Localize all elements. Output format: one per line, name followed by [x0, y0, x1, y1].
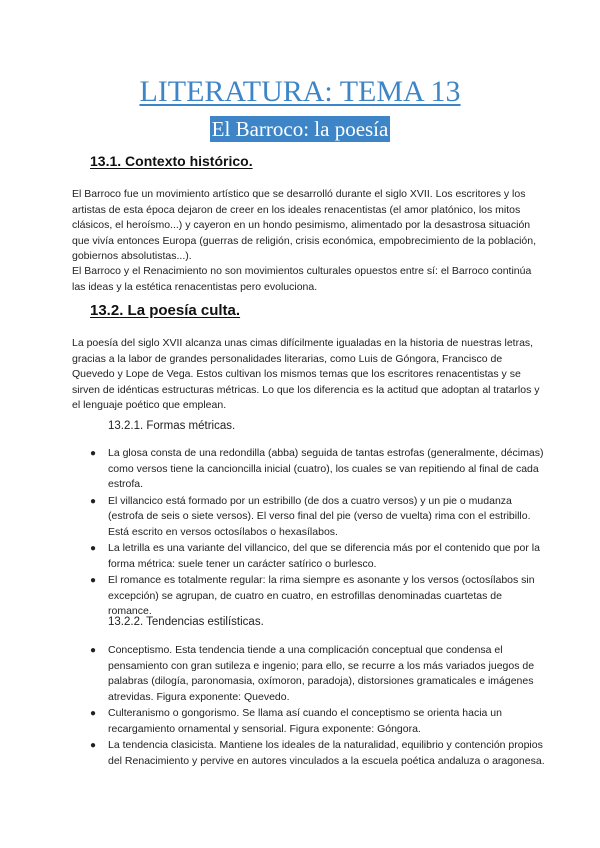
section-context-paragraph-2: El Barroco y el Renacimiento no son movimientos culturales opuestos entre sí: el Barroco continúa las ideas y la estética renacentistas pero evoluciona.: [72, 265, 532, 293]
list-item: [90, 643, 546, 705]
list-item: [90, 738, 546, 769]
list-item-text: La letrilla es una variante del villancico, del que se diferencia más por el contenido que por la forma métrica: suele tener un carácter satírico o burlesco.: [108, 542, 540, 570]
list-item: [90, 494, 546, 541]
bullet-icon: ●: [90, 708, 97, 719]
bullet-icon: ●: [90, 543, 97, 554]
section-poetry-intro: La poesía del siglo XVII alcanza unas cimas difícilmente igualadas en la historia de nuestras letras, gracias a la labor de grandes personalidades literarias, como Luis de Góngora, Francisco de Quevedo y Lope de Vega. Estos cultivan los mismos temas que los escritores renacentistas y se sirven de idénticas estructuras métricas. Lo que los diferencia es la actitud que adoptan al tratarlos y el lenguaje poético que emplean.: [72, 337, 540, 411]
list-item: [90, 573, 546, 620]
bullet-icon: ●: [90, 495, 97, 507]
list-item: [90, 541, 546, 572]
list-item: [90, 446, 546, 493]
metric-forms-list: [90, 446, 546, 620]
subsection-heading-stylistic-trends: 13.2.2. Tendencias estilísticas.: [108, 616, 264, 628]
list-item-text: El romance es totalmente regular: la rima siempre es asonante y los versos (octosílabos sin excepción) se agrupan, de cuatro en cuatro, en estrofillas denominadas cuartetas de romance.: [108, 574, 535, 617]
list-item-text: Culteranismo o gongorismo. Se llama así cuando el conceptismo se orienta hacia un recargamiento ornamental y sensorial. Figura exponente: Góngora.: [108, 707, 502, 735]
section-heading-poetry: 13.2. La poesía culta.: [90, 302, 241, 319]
bullet-icon: ●: [90, 740, 97, 751]
bullet-icon: ●: [90, 575, 97, 586]
list-item-text: Conceptismo. Esta tendencia tiende a una complicación conceptual que condensa el pensamiento con gran sutileza e ingenio; para ello, se recurre a los más variados juegos de palabras (dilogía, paronomasia, oxímoron, paradoja), distorsiones gramaticales e imágenes atrevidas. Figura exponente: Quevedo.: [108, 644, 535, 703]
stylistic-trends-list: [90, 643, 546, 769]
subtitle-container: [0, 116, 600, 142]
subsection-heading-metric-forms: 13.2.1. Formas métricas.: [108, 420, 236, 432]
section-context-paragraph-1: El Barroco fue un movimiento artístico que se desarrolló durante el siglo XVII. Los escritores y los artistas de esta época dejaron de creer en los ideales renacentistas (el amor platónico, los mitos clásicos, el heroísmo...) y cayeron en un hondo pesimismo, alimentado por la desastrosa situación que vivía entonces Europa (guerras de religión, crisis económica, empobrecimiento de la población, gobiernos absolutistas...).: [72, 188, 537, 262]
bullet-icon: ●: [90, 448, 97, 459]
list-item: [90, 706, 546, 737]
page-subtitle: El Barroco: la poesía: [211, 117, 389, 141]
list-item-text: La glosa consta de una redondilla (abba) seguida de tantas estrofas (generalmente, décimas) como versos tiene la cancioncilla inicial (cuatro), los cuales se van repitiendo al final de cada estrofa.: [108, 447, 544, 490]
list-item-text: La tendencia clasicista. Mantiene los ideales de la naturalidad, equilibrio y contención propios del Renacimiento y pervive en autores vinculados a la escuela poética andaluza o aragonesa.: [108, 739, 545, 767]
page-title: LITERATURA: TEMA 13: [139, 75, 461, 108]
list-item-text: El villancico está formado por un estribillo (de dos a cuatro versos) y un pie o mudanza (estrofa de seis o siete versos). El verso final del pie (verso de vuelta) rima con el estribillo. Está escrito en versos octosílabos o hexasílabos.: [108, 494, 531, 538]
section-heading-context: 13.1. Contexto histórico.: [90, 153, 253, 169]
bullet-icon: ●: [90, 645, 97, 656]
